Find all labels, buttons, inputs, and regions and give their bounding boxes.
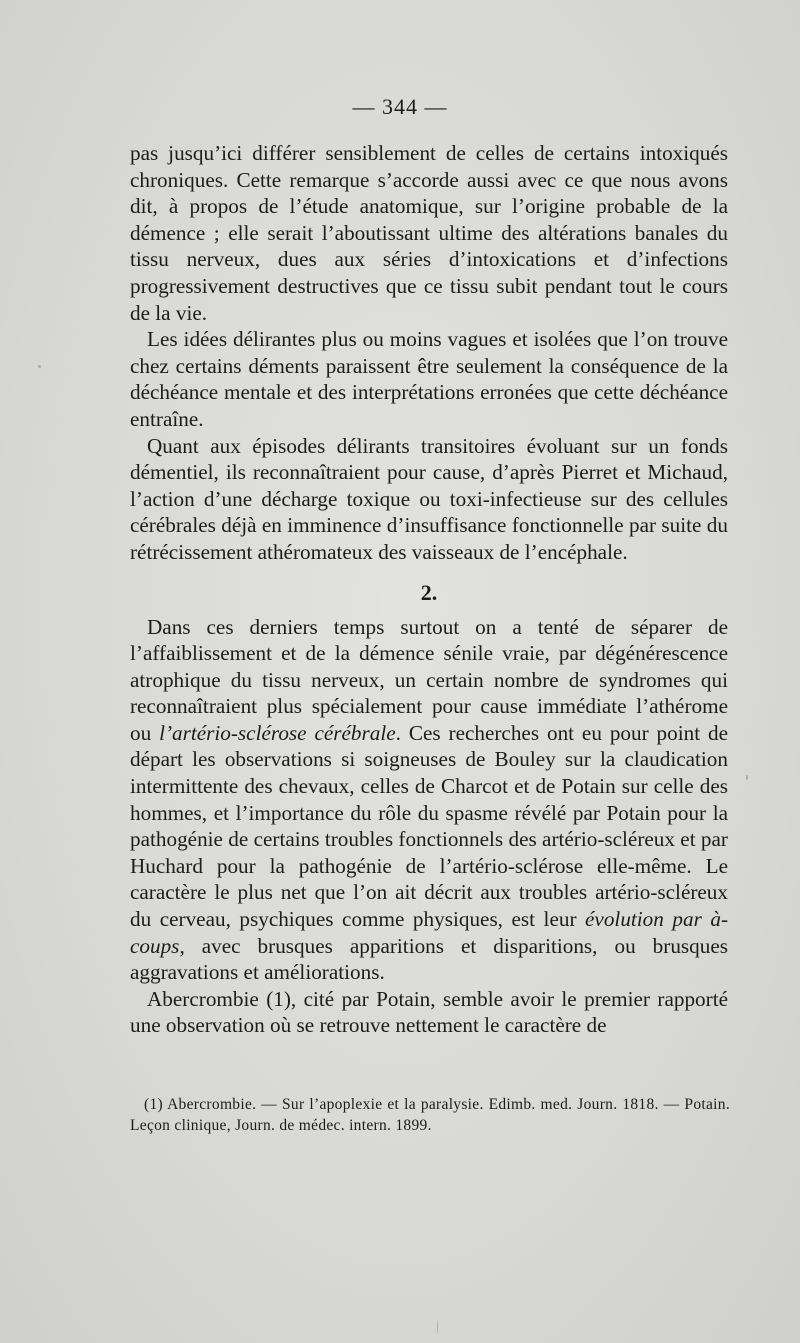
paragraph-delusional-ideas: Les idées délirantes plus ou moins vagues et isolées que l’on trouve chez certains déments paraissent être seulement la conséquence de la déchéance mentale et des interprétations erronées que cette déchéance entraîne.: [130, 327, 728, 431]
section-number: 2.: [420, 579, 438, 605]
paragraph-transitory-episodes: Quant aux épisodes délirants transitoires évoluant sur un fonds démentiel, ils reconnaîtraient pour cause, d’après Pierret et Michaud, l’action d’une décharge toxique ou toxi-infectieuse sur des cellules cérébrales déjà en imminence d’insuffisance fonctionnelle par suite du rétrécissement athéromateux des vaisseaux de l’encéphale.: [130, 433, 728, 564]
paragraph-text-segment: Dans ces derniers temps surtout on a tenté de séparer de l’affaiblissement et de la démence sénile vraie, par dégénérescence atrophique du tissu nerveux, un certain nombre de syndromes qui reconnaîtraient plus spécialement pour cause immédiate l’athérome ou: [130, 614, 728, 745]
paper-speck: [437, 1320, 438, 1334]
paragraph-continuation: pas jusqu’ici différer sensiblement de celles de certains intoxiqués chroniques. Cette remarque s’accorde aussi avec ce que nous avons dit, à propos de l’étude anatomique, sur l’origine probable de la démence ; elle serait l’aboutissant ultime des altérations banales du tissu nerveux, dues aux séries d’intoxications et d’infections progressivement destructives que ce tissu subit pendant tout le cours de la vie.: [130, 141, 728, 325]
paragraph-text-segment: , avec brusques apparitions et disparitions, ou brusques aggravations et améliorations.: [130, 933, 728, 985]
italic-term: évolution par à-coups: [130, 907, 728, 958]
paragraph-text-segment: . Ces recherches ont eu pour point de départ les observations si soigneuses de Bouley sur la claudication intermittente des chevaux, celles de Charcot et de Potain sur celle des hommes, et l’importance du rôle du spasme révélé par Potain pour la pathogénie de certains troubles fonctionnels des artério-scléreux et par Huchard pour la pathogénie de l’artério-sclérose elle-même. Le caractère le plus net que l’on ait décrit aux troubles artério-scléreux du cerveau, psychiques comme physiques, est leur: [130, 720, 728, 932]
paper-speck: [746, 775, 748, 780]
paper-speck: [38, 365, 41, 368]
body-text: [130, 140, 728, 1039]
paragraph-abercrombie: Abercrombie (1), cité par Potain, semble avoir le premier rapporté une observation où se retrouve nettement le caractère de: [130, 986, 728, 1038]
footnotes: [130, 1094, 730, 1136]
page-number: — 344 —: [352, 94, 448, 119]
paragraph-arteriosclerosis: [130, 614, 728, 986]
footnote: (1) Abercrombie. — Sur l’apoplexie et la paralysie. Edimb. med. Journ. 1818. — Potain. Leçon clinique, Journ. de médec. intern. 1899.: [130, 1096, 730, 1134]
italic-term: l’artério-sclérose cérébrale: [159, 720, 396, 745]
